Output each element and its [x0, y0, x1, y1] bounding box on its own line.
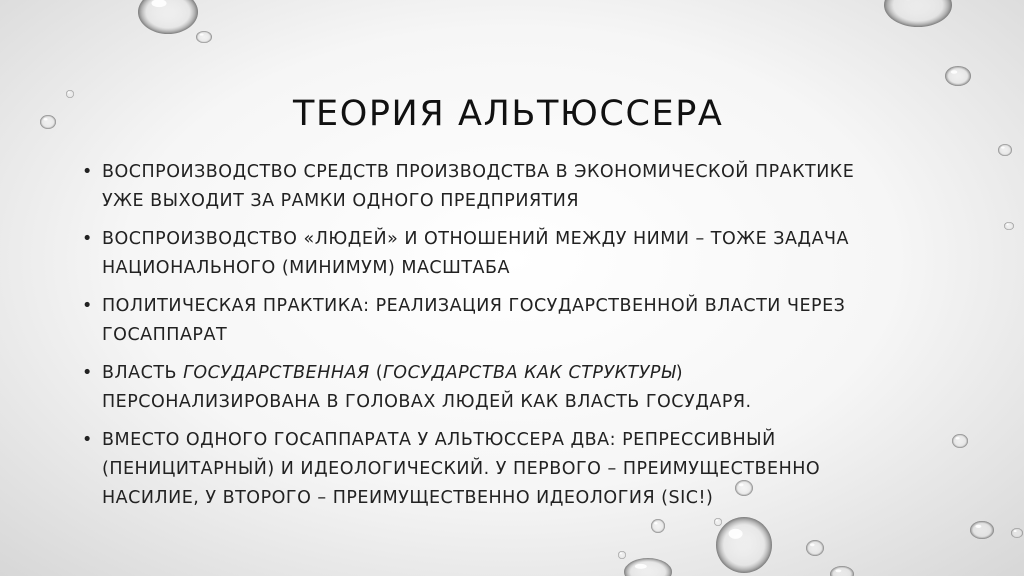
water-drop-highlight [835, 569, 841, 572]
water-drop [66, 90, 74, 98]
slide-title: ТЕОРИЯ АЛЬТЮССЕРА [293, 94, 724, 134]
water-drop-highlight [729, 529, 743, 539]
water-drop-highlight [975, 525, 981, 528]
water-drop [998, 144, 1012, 156]
water-drop-highlight [1014, 530, 1017, 532]
bullet-list [82, 158, 942, 522]
water-drop [1004, 222, 1014, 230]
bullet-text: ВМЕСТО ОДНОГО ГОСАППАРАТА У АЛЬТЮССЕРА ДВА: РЕПРЕССИВНЫЙ (ПЕНИЦИТАРНЫЙ) И ИДЕОЛОГИЧЕСКИЙ. У ПЕРВОГО – ПРЕИМУЩЕСТВЕННО НАСИЛИЕ, У ВТОРОГО – ПРЕИМУЩЕСТВЕННО ИДЕОЛОГИЯ (SIC!) [102, 430, 821, 508]
water-drop [716, 517, 772, 573]
bullet-dot: • [82, 363, 93, 383]
bullet-text: ВОСПРОИЗВОДСТВО «ЛЮДЕЙ» И ОТНОШЕНИЙ МЕЖДУ НИМИ – ТОЖЕ ЗАДАЧА НАЦИОНАЛЬНОГО (МИНИМУМ) МАСШТАБА [102, 229, 850, 278]
bullet-dot: • [82, 162, 93, 182]
water-drop-highlight [951, 70, 958, 74]
water-drop-highlight [1001, 147, 1005, 149]
water-drop [952, 434, 968, 448]
water-drop [624, 558, 672, 576]
water-drop-highlight [1006, 223, 1009, 225]
bullet-item [82, 225, 942, 283]
water-drop [618, 551, 626, 559]
water-drop [884, 0, 952, 27]
water-drop [970, 521, 994, 539]
bullet-dot: • [82, 229, 93, 249]
bullet-dot: • [82, 296, 93, 316]
bullet-item [82, 426, 942, 513]
bullet-dot: • [82, 430, 93, 450]
bullet-text-segment: ВЛАСТЬ [102, 363, 184, 383]
water-drop-highlight [620, 552, 622, 554]
bullet-text-segment: ( [369, 363, 384, 383]
bullet-item [82, 359, 942, 417]
water-drop [945, 66, 971, 86]
water-drop [830, 566, 854, 576]
water-drop-highlight [810, 543, 815, 546]
bullet-text-italic: ГОСУДАРСТВЕННАЯ [183, 363, 370, 383]
water-drop-highlight [956, 437, 960, 440]
bullet-text-segment: ПЕРСОНАЛИЗИРОВАНА В ГОЛОВАХ ЛЮДЕЙ КАК ВЛАСТЬ ГОСУДАРЯ. [102, 392, 752, 412]
water-drop [1011, 528, 1023, 538]
water-drop-highlight [44, 118, 48, 121]
water-drop [138, 0, 198, 34]
water-drop-highlight [200, 34, 204, 36]
bullet-text-segment: ) [675, 363, 684, 383]
bullet-text-italic: ГОСУДАРСТВА КАК СТРУКТУРЫ [383, 363, 676, 383]
water-drop-highlight [635, 564, 647, 569]
water-drop [40, 115, 56, 129]
water-drop-highlight [68, 91, 70, 93]
bullet-text: ПОЛИТИЧЕСКАЯ ПРАКТИКА: РЕАЛИЗАЦИЯ ГОСУДАРСТВЕННОЙ ВЛАСТИ ЧЕРЕЗ ГОСАППАРАТ [102, 296, 846, 345]
bullet-item [82, 292, 942, 350]
water-drop [196, 31, 212, 43]
bullet-text: ВОСПРОИЗВОДСТВО СРЕДСТВ ПРОИЗВОДСТВА В ЭКОНОМИЧЕСКОЙ ПРАКТИКЕ УЖЕ ВЫХОДИТ ЗА РАМКИ ОДНОГО ПРЕДПРИЯТИЯ [102, 162, 855, 211]
water-drop-highlight [654, 522, 658, 525]
bullet-item [82, 158, 942, 216]
water-drop [806, 540, 824, 556]
